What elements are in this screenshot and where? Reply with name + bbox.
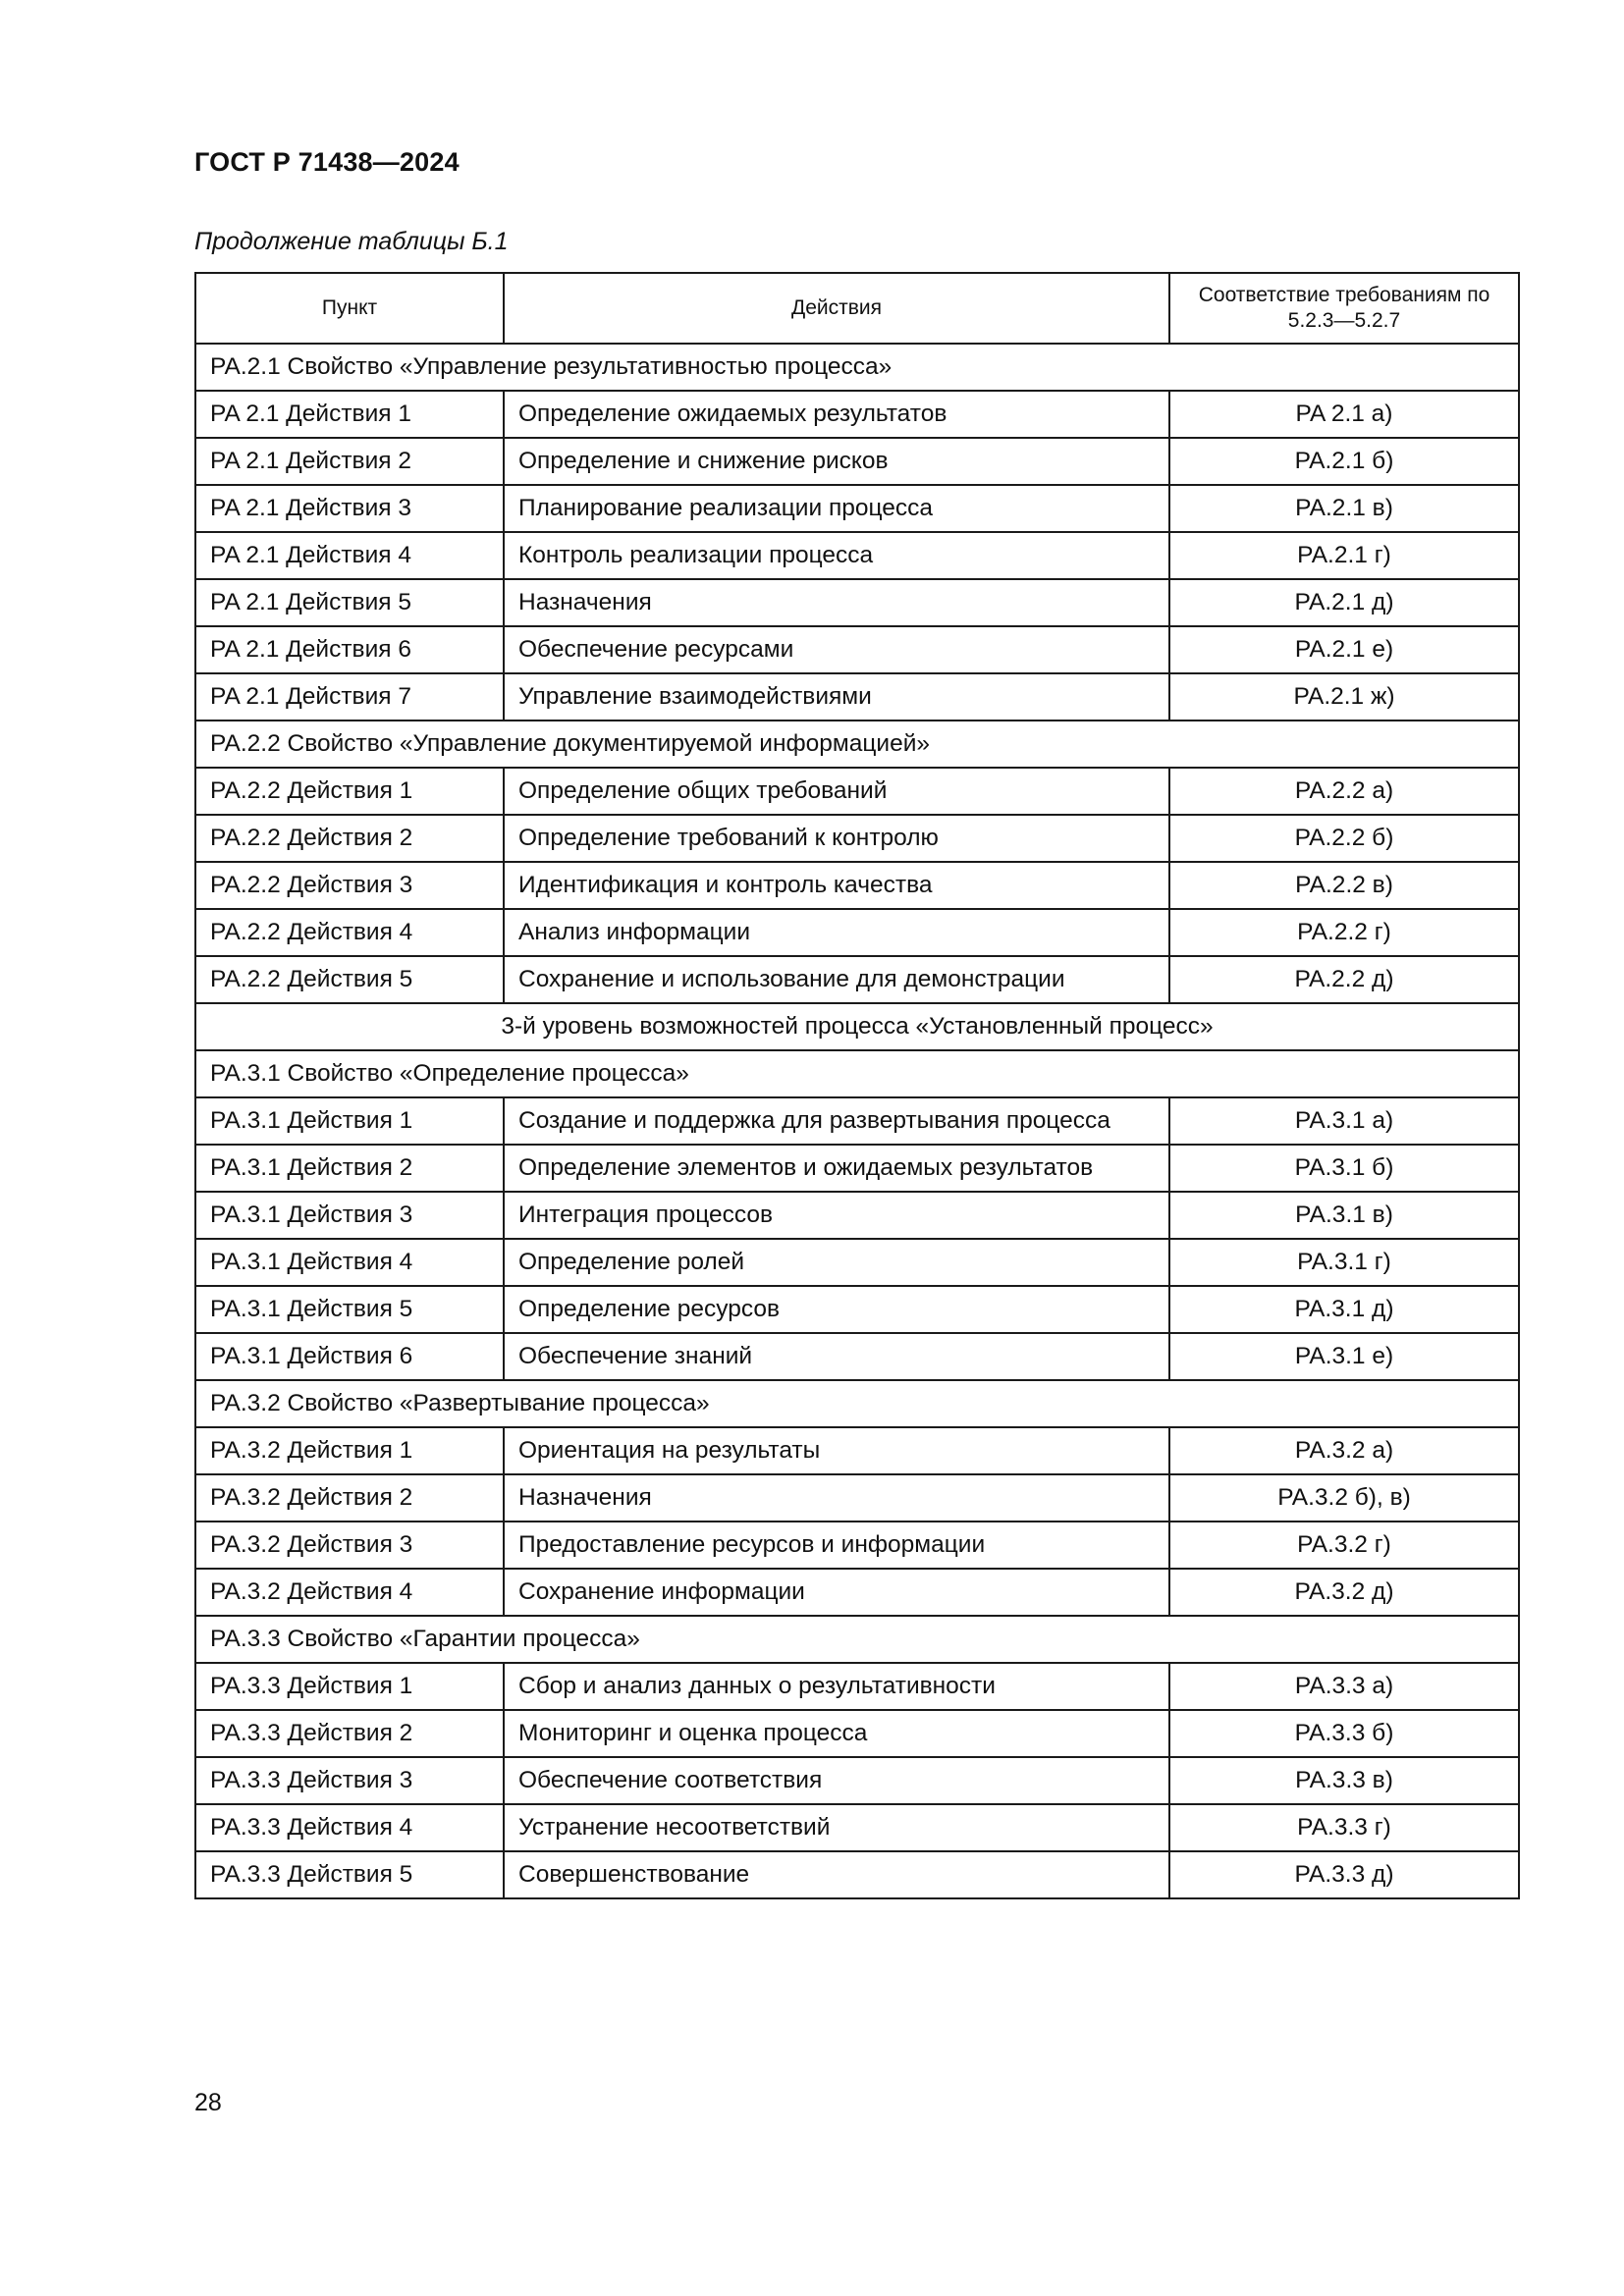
compliance-cell: PA.3.2 г) (1169, 1522, 1519, 1569)
table-row (195, 956, 1519, 1003)
compliance-cell: PA.3.1 б) (1169, 1145, 1519, 1192)
compliance-cell: PA 2.1 а) (1169, 391, 1519, 438)
level-heading-cell: 3-й уровень возможностей процесса «Установленный процесс» (195, 1003, 1519, 1050)
compliance-cell: PA.3.3 д) (1169, 1851, 1519, 1898)
action-cell: Совершенствование (504, 1851, 1169, 1898)
action-cell: Анализ информации (504, 909, 1169, 956)
table-row (195, 815, 1519, 862)
item-cell: PA.2.2 Действия 5 (195, 956, 504, 1003)
table-row (195, 438, 1519, 485)
table-row (195, 1145, 1519, 1192)
action-cell: Предоставление ресурсов и информации (504, 1522, 1169, 1569)
compliance-cell: PA.2.1 г) (1169, 532, 1519, 579)
item-cell: PA.3.2 Действия 2 (195, 1474, 504, 1522)
table-row (195, 862, 1519, 909)
action-cell: Идентификация и контроль качества (504, 862, 1169, 909)
column-header-actions: Действия (504, 273, 1169, 344)
compliance-cell: PA.3.1 е) (1169, 1333, 1519, 1380)
table-row (195, 1851, 1519, 1898)
item-cell: PA 2.1 Действия 6 (195, 626, 504, 673)
item-cell: PA.3.3 Действия 2 (195, 1710, 504, 1757)
action-cell: Управление взаимодействиями (504, 673, 1169, 721)
compliance-cell: PA.2.1 в) (1169, 485, 1519, 532)
item-cell: PA 2.1 Действия 4 (195, 532, 504, 579)
document-code: ГОСТ Р 71438—2024 (194, 147, 460, 177)
action-cell: Планирование реализации процесса (504, 485, 1169, 532)
page-number: 28 (194, 2089, 222, 2116)
action-cell: Определение ролей (504, 1239, 1169, 1286)
compliance-cell: PA.3.3 б) (1169, 1710, 1519, 1757)
item-cell: PA.2.2 Действия 4 (195, 909, 504, 956)
item-cell: PA 2.1 Действия 1 (195, 391, 504, 438)
section-heading-row (195, 1380, 1519, 1427)
item-cell: PA.3.1 Действия 3 (195, 1192, 504, 1239)
compliance-cell: PA.3.3 в) (1169, 1757, 1519, 1804)
section-heading-cell: PA.3.1 Свойство «Определение процесса» (195, 1050, 1519, 1097)
table-row (195, 909, 1519, 956)
compliance-cell: PA.3.1 д) (1169, 1286, 1519, 1333)
action-cell: Сохранение информации (504, 1569, 1169, 1616)
table-row (195, 1522, 1519, 1569)
item-cell: PA.2.2 Действия 2 (195, 815, 504, 862)
compliance-cell: PA.3.3 г) (1169, 1804, 1519, 1851)
column-header-item: Пункт (195, 273, 504, 344)
compliance-cell: PA.2.2 д) (1169, 956, 1519, 1003)
compliance-cell: PA.2.1 б) (1169, 438, 1519, 485)
table-row (195, 485, 1519, 532)
table-row (195, 1239, 1519, 1286)
item-cell: PA.3.1 Действия 5 (195, 1286, 504, 1333)
action-cell: Устранение несоответствий (504, 1804, 1169, 1851)
compliance-cell: PA.2.2 г) (1169, 909, 1519, 956)
item-cell: PA 2.1 Действия 5 (195, 579, 504, 626)
item-cell: PA.3.3 Действия 5 (195, 1851, 504, 1898)
table-row (195, 1286, 1519, 1333)
action-cell: Ориентация на результаты (504, 1427, 1169, 1474)
table-caption: Продолжение таблицы Б.1 (194, 228, 509, 255)
compliance-cell: PA.3.1 в) (1169, 1192, 1519, 1239)
action-cell: Обеспечение соответствия (504, 1757, 1169, 1804)
compliance-cell: PA.2.1 е) (1169, 626, 1519, 673)
column-header-compliance: Соответствие требованиям по 5.2.3—5.2.7 (1169, 273, 1519, 344)
section-heading-row (195, 344, 1519, 391)
action-cell: Определение общих требований (504, 768, 1169, 815)
item-cell: PA.3.3 Действия 3 (195, 1757, 504, 1804)
table-row (195, 768, 1519, 815)
item-cell: PA.3.2 Действия 1 (195, 1427, 504, 1474)
level-heading-row (195, 1003, 1519, 1050)
item-cell: PA 2.1 Действия 3 (195, 485, 504, 532)
section-heading-row (195, 1050, 1519, 1097)
table-row (195, 391, 1519, 438)
section-heading-cell: PA.3.3 Свойство «Гарантии процесса» (195, 1616, 1519, 1663)
item-cell: PA.3.3 Действия 4 (195, 1804, 504, 1851)
action-cell: Сбор и анализ данных о результативности (504, 1663, 1169, 1710)
compliance-cell: PA.2.1 ж) (1169, 673, 1519, 721)
action-cell: Интеграция процессов (504, 1192, 1169, 1239)
item-cell: PA 2.1 Действия 2 (195, 438, 504, 485)
compliance-cell: PA.3.1 г) (1169, 1239, 1519, 1286)
item-cell: PA.3.2 Действия 3 (195, 1522, 504, 1569)
section-heading-row (195, 1616, 1519, 1663)
action-cell: Сохранение и использование для демонстрации (504, 956, 1169, 1003)
compliance-cell: PA.2.1 д) (1169, 579, 1519, 626)
table-row (195, 1757, 1519, 1804)
table-row (195, 626, 1519, 673)
action-cell: Определение ресурсов (504, 1286, 1169, 1333)
table-row (195, 1192, 1519, 1239)
compliance-cell: PA.3.2 д) (1169, 1569, 1519, 1616)
item-cell: PA 2.1 Действия 7 (195, 673, 504, 721)
requirements-table (194, 272, 1520, 1899)
action-cell: Обеспечение ресурсами (504, 626, 1169, 673)
table-row (195, 579, 1519, 626)
table-row (195, 1804, 1519, 1851)
compliance-cell: PA.2.2 в) (1169, 862, 1519, 909)
section-heading-row (195, 721, 1519, 768)
table-row (195, 1710, 1519, 1757)
action-cell: Контроль реализации процесса (504, 532, 1169, 579)
item-cell: PA.3.1 Действия 4 (195, 1239, 504, 1286)
action-cell: Определение требований к контролю (504, 815, 1169, 862)
table-row (195, 1663, 1519, 1710)
section-heading-cell: PA.2.1 Свойство «Управление результативностью процесса» (195, 344, 1519, 391)
table-row (195, 1097, 1519, 1145)
item-cell: PA.3.1 Действия 1 (195, 1097, 504, 1145)
compliance-cell: PA.3.2 а) (1169, 1427, 1519, 1474)
table-row (195, 1474, 1519, 1522)
item-cell: PA.3.3 Действия 1 (195, 1663, 504, 1710)
table-row (195, 1333, 1519, 1380)
action-cell: Определение ожидаемых результатов (504, 391, 1169, 438)
action-cell: Назначения (504, 1474, 1169, 1522)
action-cell: Обеспечение знаний (504, 1333, 1169, 1380)
compliance-cell: PA.3.3 а) (1169, 1663, 1519, 1710)
compliance-cell: PA.2.2 б) (1169, 815, 1519, 862)
table-row (195, 532, 1519, 579)
table-row (195, 1427, 1519, 1474)
item-cell: PA.2.2 Действия 1 (195, 768, 504, 815)
action-cell: Мониторинг и оценка процесса (504, 1710, 1169, 1757)
section-heading-cell: PA.3.2 Свойство «Развертывание процесса» (195, 1380, 1519, 1427)
compliance-cell: PA.3.1 а) (1169, 1097, 1519, 1145)
table-row (195, 1569, 1519, 1616)
action-cell: Определение элементов и ожидаемых результатов (504, 1145, 1169, 1192)
item-cell: PA.2.2 Действия 3 (195, 862, 504, 909)
table-header-row (195, 273, 1519, 344)
table-body (195, 344, 1519, 1898)
action-cell: Определение и снижение рисков (504, 438, 1169, 485)
item-cell: PA.3.1 Действия 2 (195, 1145, 504, 1192)
compliance-cell: PA.2.2 а) (1169, 768, 1519, 815)
table-row (195, 673, 1519, 721)
compliance-cell: PA.3.2 б), в) (1169, 1474, 1519, 1522)
item-cell: PA.3.2 Действия 4 (195, 1569, 504, 1616)
action-cell: Создание и поддержка для развертывания процесса (504, 1097, 1169, 1145)
item-cell: PA.3.1 Действия 6 (195, 1333, 504, 1380)
action-cell: Назначения (504, 579, 1169, 626)
section-heading-cell: PA.2.2 Свойство «Управление документируемой информацией» (195, 721, 1519, 768)
